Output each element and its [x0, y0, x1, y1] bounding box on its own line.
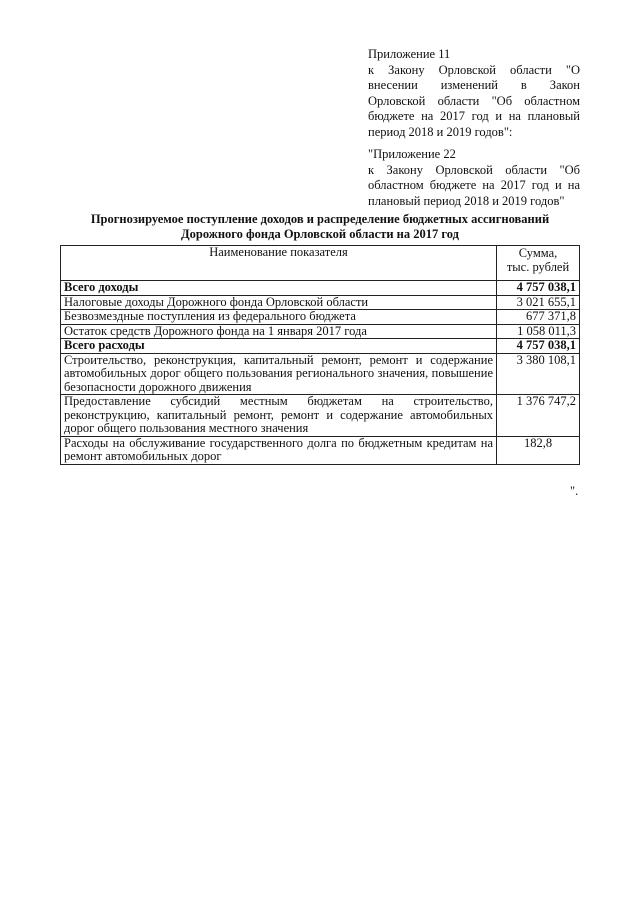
row-sum: 3 380 108,1	[497, 353, 580, 395]
annex-reference-quoted	[368, 147, 580, 209]
table-row	[61, 281, 580, 296]
table-row	[61, 395, 580, 437]
annex-body: к Закону Орловской области "Об областном бюджете на 2017 год и на плановый период 2018 и 2019 годов"	[368, 162, 580, 208]
row-name: Всего доходы	[61, 281, 497, 296]
row-sum: 4 757 038,1	[497, 281, 580, 296]
table-row	[61, 310, 580, 325]
title-line-2: Дорожного фонда Орловской области на 2017 год	[181, 226, 459, 241]
table-row	[61, 295, 580, 310]
row-name: Строительство, реконструкция, капитальный ремонт, ремонт и содержание автомобильных дорог общего пользования регионального значения, повышение безопасности дорожного движения	[61, 353, 497, 395]
row-name: Предоставление субсидий местным бюджетам на строительство, реконструкцию, капитальный ремонт, ремонт и содержание автомобильных дорог общего пользования местного значения	[61, 395, 497, 437]
row-sum: 4 757 038,1	[497, 339, 580, 354]
column-header-name: Наименование показателя	[61, 246, 497, 281]
column-header-sum	[497, 246, 580, 281]
row-name: Всего расходы	[61, 339, 497, 354]
table-row	[61, 339, 580, 354]
table-row	[61, 324, 580, 339]
row-name: Расходы на обслуживание государственного долга по бюджетным кредитам на ремонт автомобильных дорог	[61, 436, 497, 464]
budget-table	[60, 245, 580, 465]
title-line-1: Прогнозируемое поступление доходов и распределение бюджетных ассигнований	[90, 212, 550, 226]
table-row	[61, 436, 580, 464]
row-sum: 677 371,8	[497, 310, 580, 325]
column-header-sum-line-1: Сумма,	[518, 246, 558, 260]
table-row	[61, 353, 580, 395]
row-name: Налоговые доходы Дорожного фонда Орловской области	[61, 295, 497, 310]
document-title	[60, 212, 580, 241]
annex-heading: "Приложение 22	[368, 147, 456, 161]
annex-body: к Закону Орловской области "О внесении изменений в Закон Орловской области "Об областном бюджете на 2017 год и на плановый период 2018 и 2019 годов":	[368, 62, 580, 139]
closing-quote-mark: ".	[570, 484, 579, 498]
row-name: Остаток средств Дорожного фонда на 1 января 2017 года	[61, 324, 497, 339]
column-header-sum-line-2: тыс. рублей	[506, 260, 570, 274]
row-name: Безвозмездные поступления из федерального бюджета	[61, 310, 497, 325]
row-sum: 182,8	[497, 436, 580, 464]
row-sum: 3 021 655,1	[497, 295, 580, 310]
annex-heading: Приложение 11	[368, 47, 451, 61]
table-header-row	[61, 246, 580, 281]
row-sum: 1 058 011,3	[497, 324, 580, 339]
annex-reference-main	[368, 47, 580, 140]
row-sum: 1 376 747,2	[497, 395, 580, 437]
